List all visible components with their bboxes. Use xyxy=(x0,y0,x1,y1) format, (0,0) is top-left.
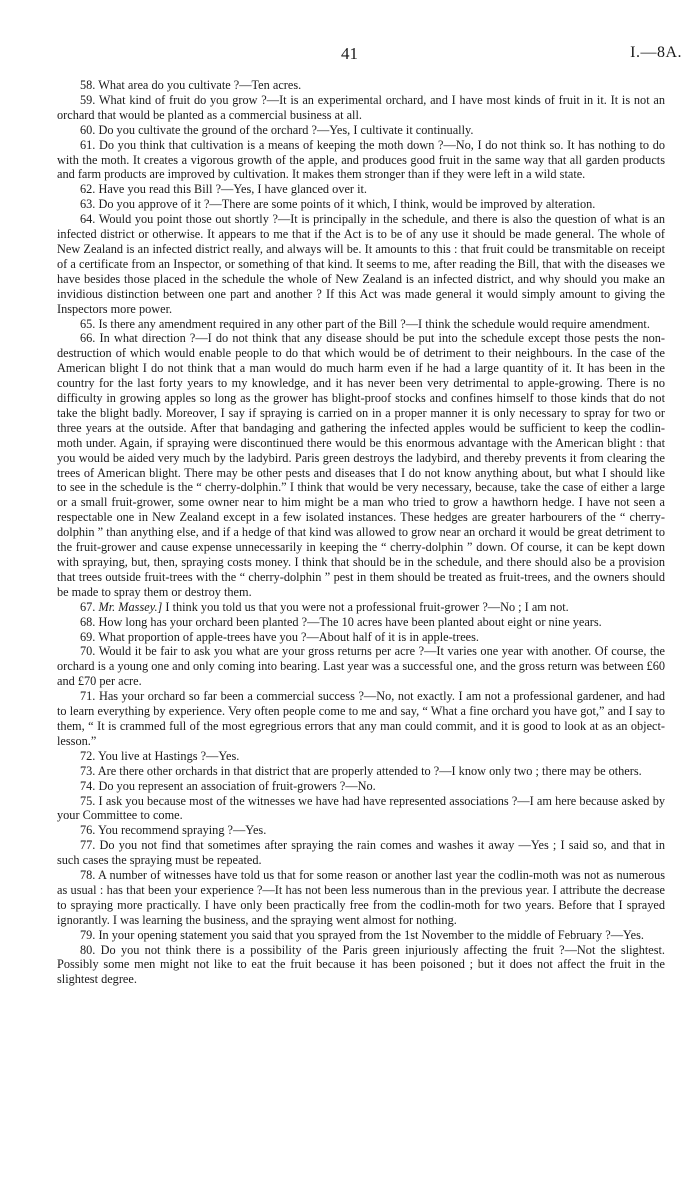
question-74: 74. Do you represent an association of fruit-growers ?—No. xyxy=(80,778,376,793)
testimony-body xyxy=(57,78,665,987)
question-66: 66. In what direction ?—I do not think that any disease should be put into the schedule except those pests the non-destruction of which would enable people to do that which would be of detriment to their neighbours. In the case of the American blight I do not think that a man would do much harm even if he had a large quantity of it. It has been in the country for the last forty years to my knowledge, and it has never been very detrimental to apple-growing. There is no difficulty in growing apples so long as the grower has blight-proof stocks and confines himself to those kinds that do not take the blight badly. Moreover, I say if spraying is carried on in a proper manner it is only necessary to spray for two or three years at the outside. After that bandaging and gathering the infected apples would be sufficient to keep the codlin-moth under. Again, if spraying were discontinued there would be this enormous advantage with the American blight : that you would be aided very much by the ladybird. Paris green destroys the ladybird, and thereby prevents it from clearing the trees of American blight. There may be other pests and diseases that I do not know anything about, but what I should like to see in the schedule is the “ cherry-dolphin.” I think that would be very necessary, because, take the case of either a large or a small fruit-grower, some owner near to him might be a man who tried to grow a hawthorn hedge. I have not seen a respectable one in New Zealand except in a few isolated instances. These hedges are greater harbourers of the “ cherry-dolphin ” than anything else, and if a hedge of that kind was allowed to grow near an orchard it would be great detriment to the fruit-grower and cause expense unnecessarily in keeping the “ cherry-dolphin ” down. Of course, it can be kept down with spraying, but, then, spraying costs money. I think that should be in the schedule, and there should also be a provision that trees outside fruit-trees with the “ cherry-dolphin ” pest in them should be treated as fruit-trees, and the owners should be made to spray them or destroy them. xyxy=(57,331,665,599)
question-70: 70. Would it be fair to ask you what are your gross returns per acre ?—It varies one year with another. Of course, the orchard is a young one and only coming into bearing. Last year was a successful one, and the gross return was between £60 and £70 per acre. xyxy=(57,644,665,689)
question-65: 65. Is there any amendment required in any other part of the Bill ?—I think the schedule would require amendment. xyxy=(80,316,650,331)
question-71: 71. Has your orchard so far been a commercial success ?—No, not exactly. I am not a professional gardener, and had to learn everything by experience. Very often people come to me and say, “ What a fine orchard you have got,” and I say to them, “ It is crammed full of the most egregrious errors that any man could commit, and it is good to look at as an object-lesson.” xyxy=(57,689,665,748)
question-73: 73. Are there other orchards in that district that are properly attended to ?—I know only two ; there may be others. xyxy=(80,763,642,778)
question-62: 62. Have you read this Bill ?—Yes, I have glanced over it. xyxy=(80,182,367,197)
speaker-name: Mr. Massey.] xyxy=(98,599,163,614)
question-72: 72. You live at Hastings ?—Yes. xyxy=(80,748,240,763)
question-number: 67. xyxy=(80,599,99,614)
question-69: 69. What proportion of apple-trees have you ?—About half of it is in apple-trees. xyxy=(80,629,479,644)
page-number: 41 xyxy=(341,44,358,63)
document-reference: I.—8A. xyxy=(630,44,682,61)
question-76: 76. You recommend spraying ?—Yes. xyxy=(80,823,267,838)
question-59: 59. What kind of fruit do you grow ?—It is an experimental orchard, and I have most kinds of fruit in it. It is not an orchard that would be planted as a commercial business at all. xyxy=(57,92,665,122)
question-68: 68. How long has your orchard been planted ?—The 10 acres have been planted about eight or nine years. xyxy=(80,614,602,629)
question-63: 63. Do you approve of it ?—There are some points of it which, I think, would be improved by alteration. xyxy=(80,197,596,212)
question-75: 75. I ask you because most of the witnesses we have had have represented associations ?—I am here because asked by your Committee to come. xyxy=(57,793,665,823)
question-text: I think you told us that you were not a professional fruit-grower ?—No ; I am not. xyxy=(162,599,569,614)
question-64: 64. Would you point those out shortly ?—It is principally in the schedule, and there is also the question of what is an infected district or otherwise. It appears to me that if the Act is to be of any use it should be made general. The whole of New Zealand is an infected district really, and always will be. It amounts to this : that fruit could be transmitable on receipt of a certificate from an Inspector, or something of that kind. It seems to me, after reading the Bill, that with the diseases we have besides those placed in the schedule the whole of New Zealand is an infected district, and why should you make an invidious distinction between one part and another ? If this Act was made general it would simply amount to giving the Inspectors more power. xyxy=(57,212,665,316)
question-60: 60. Do you cultivate the ground of the orchard ?—Yes, I cultivate it continually. xyxy=(80,122,474,137)
question-78: 78. A number of witnesses have told us that for some reason or another last year the codlin-moth was not as numerous as usual : has that been your experience ?—It has not been less numerous than in the previous year. I attribute the decrease to spraying more practically. I have only been practically free from the codlin-moth for two years. Before that I sprayed ignorantly. I was learning the business, and the spraying went almost for nothing. xyxy=(57,868,665,927)
question-67 xyxy=(57,600,665,615)
question-58: 58. What area do you cultivate ?—Ten acres. xyxy=(80,78,302,92)
question-80: 80. Do you not think there is a possibility of the Paris green injuriously affecting the fruit ?—Not the slightest. Possibly some men might not like to eat the fruit because it has been poisoned ; but it does not affect the fruit in the slightest degree. xyxy=(57,942,665,987)
question-61: 61. Do you think that cultivation is a means of keeping the moth down ?—No, I do not think so. It has nothing to do with the moth. It creates a vigorous growth of the apple, and produces good fruit in the same way that all garden products and farm products are improved by cultivation. It makes them stronger than if they were left in a wild state. xyxy=(57,137,665,182)
question-77: 77. Do you not find that sometimes after spraying the rain comes and washes it away —Yes ; I said so, and that in such cases the spraying must be repeated. xyxy=(57,838,665,868)
page-header xyxy=(0,44,700,64)
question-79: 79. In your opening statement you said that you sprayed from the 1st November to the middle of February ?—Yes. xyxy=(80,927,644,942)
